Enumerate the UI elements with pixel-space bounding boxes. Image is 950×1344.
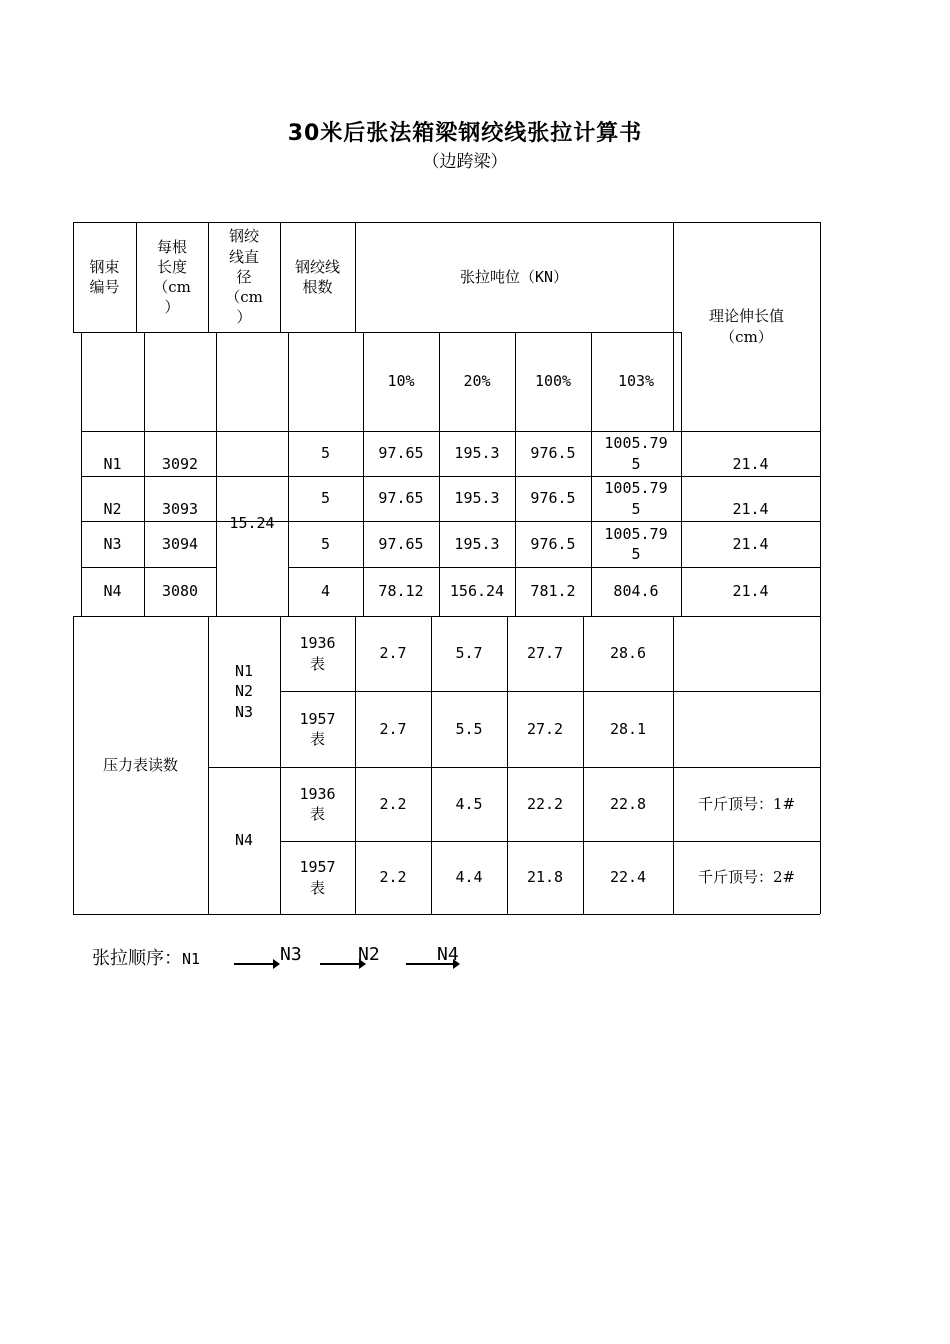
strand-count: 5 xyxy=(320,489,331,508)
gauge-reading-20: 4.4 xyxy=(455,868,483,887)
bundle-length: 3093 xyxy=(161,499,199,518)
tonnage-10: 97.65 xyxy=(378,534,424,553)
gauge-reading-100: 27.7 xyxy=(526,644,564,663)
sequence-step-1: N1 xyxy=(182,950,201,968)
gauge-meter: 1957 表 xyxy=(299,709,336,748)
bundle-length: 3092 xyxy=(161,454,199,473)
gauge-reading-100: 27.2 xyxy=(526,719,564,738)
bundle-id: N3 xyxy=(103,534,122,553)
tonnage-100: 781.2 xyxy=(530,582,576,601)
tonnage-20: 156.24 xyxy=(449,582,505,601)
tonnage-10: 97.65 xyxy=(378,489,424,508)
strand-diameter: 15.24 xyxy=(229,514,275,533)
gauge-reading-103: 28.1 xyxy=(609,719,647,738)
header-bundle-id: 钢束 编号 xyxy=(89,257,120,296)
strand-count: 5 xyxy=(320,534,331,553)
gauge-reading-10: 2.7 xyxy=(379,719,407,738)
document-subtitle: （边跨梁） xyxy=(422,152,508,172)
sequence-step-3: N2 xyxy=(358,944,380,965)
gauge-reading-103: 22.4 xyxy=(609,868,647,887)
tonnage-103: 1005.79 5 xyxy=(604,434,668,473)
gauge-meter: 1957 表 xyxy=(299,858,336,897)
gauge-meter: 1936 表 xyxy=(299,784,336,823)
gauge-reading-103: 28.6 xyxy=(609,644,647,663)
tonnage-103: 804.6 xyxy=(613,582,659,601)
tonnage-103: 1005.79 5 xyxy=(604,524,668,563)
gauge-group-n4: N4 xyxy=(234,831,254,850)
elongation-value: 21.4 xyxy=(732,454,769,473)
strand-count: 5 xyxy=(320,444,331,463)
header-tonnage: 张拉吨位（KN） xyxy=(459,267,569,286)
header-strand-count: 钢绞线 根数 xyxy=(294,257,340,296)
gauge-reading-20: 4.5 xyxy=(455,794,483,813)
jack-number xyxy=(673,616,820,691)
bundle-id: N2 xyxy=(103,499,122,518)
gauge-reading-100: 22.2 xyxy=(526,794,564,813)
gauge-label: 压力表读数 xyxy=(102,755,178,774)
jack-number: 千斤顶号：2# xyxy=(697,868,796,887)
bundle-length: 3080 xyxy=(161,582,199,601)
tonnage-20: 195.3 xyxy=(454,444,500,463)
tonnage-100: 976.5 xyxy=(530,489,576,508)
gauge-reading-10: 2.7 xyxy=(379,644,407,663)
header-length: 每根 长度 （cm ） xyxy=(153,237,191,317)
sequence-label: 张拉顺序： xyxy=(92,948,182,969)
elongation-value: 21.4 xyxy=(732,499,769,518)
elongation-value: 21.4 xyxy=(732,582,769,601)
strand-count: 4 xyxy=(320,582,331,601)
sequence-step-2: N3 xyxy=(280,944,302,965)
gauge-reading-10: 2.2 xyxy=(379,868,407,887)
jack-number: 千斤顶号：1# xyxy=(697,794,796,813)
table-rule xyxy=(820,222,821,914)
header-pct-20: 20% xyxy=(463,372,491,391)
jack-number xyxy=(673,691,820,767)
header-pct-100: 100% xyxy=(534,372,572,391)
tonnage-10: 78.12 xyxy=(378,582,424,601)
sequence-step-4: N4 xyxy=(437,944,459,965)
gauge-reading-20: 5.5 xyxy=(455,719,483,738)
header-pct-103: 103% xyxy=(617,372,655,391)
bundle-id: N1 xyxy=(103,454,122,473)
header-elongation: 理论伸长值 （cm） xyxy=(708,307,784,346)
header-diameter: 钢绞 线直 径 （cm ） xyxy=(225,227,263,327)
tonnage-100: 976.5 xyxy=(530,534,576,553)
bundle-length: 3094 xyxy=(161,534,199,553)
gauge-reading-20: 5.7 xyxy=(455,644,483,663)
gauge-reading-103: 22.8 xyxy=(609,794,647,813)
tonnage-100: 976.5 xyxy=(530,444,576,463)
table-rule xyxy=(73,914,820,915)
tension-sequence xyxy=(92,944,200,970)
tonnage-20: 195.3 xyxy=(454,534,500,553)
tonnage-10: 97.65 xyxy=(378,444,424,463)
sequence-arrow-icon xyxy=(234,963,274,965)
gauge-meter: 1936 表 xyxy=(299,634,336,673)
tonnage-20: 195.3 xyxy=(454,489,500,508)
tonnage-103: 1005.79 5 xyxy=(604,479,668,518)
gauge-reading-100: 21.8 xyxy=(526,868,564,887)
document-title: 30米后张法箱梁钢绞线张拉计算书 xyxy=(287,121,643,146)
header-pct-10: 10% xyxy=(387,372,415,391)
elongation-value: 21.4 xyxy=(732,534,769,553)
bundle-id: N4 xyxy=(103,582,122,601)
sequence-arrow-icon xyxy=(320,963,360,965)
gauge-reading-10: 2.2 xyxy=(379,794,407,813)
gauge-group-n1-n3: N1 N2 N3 xyxy=(234,662,254,721)
